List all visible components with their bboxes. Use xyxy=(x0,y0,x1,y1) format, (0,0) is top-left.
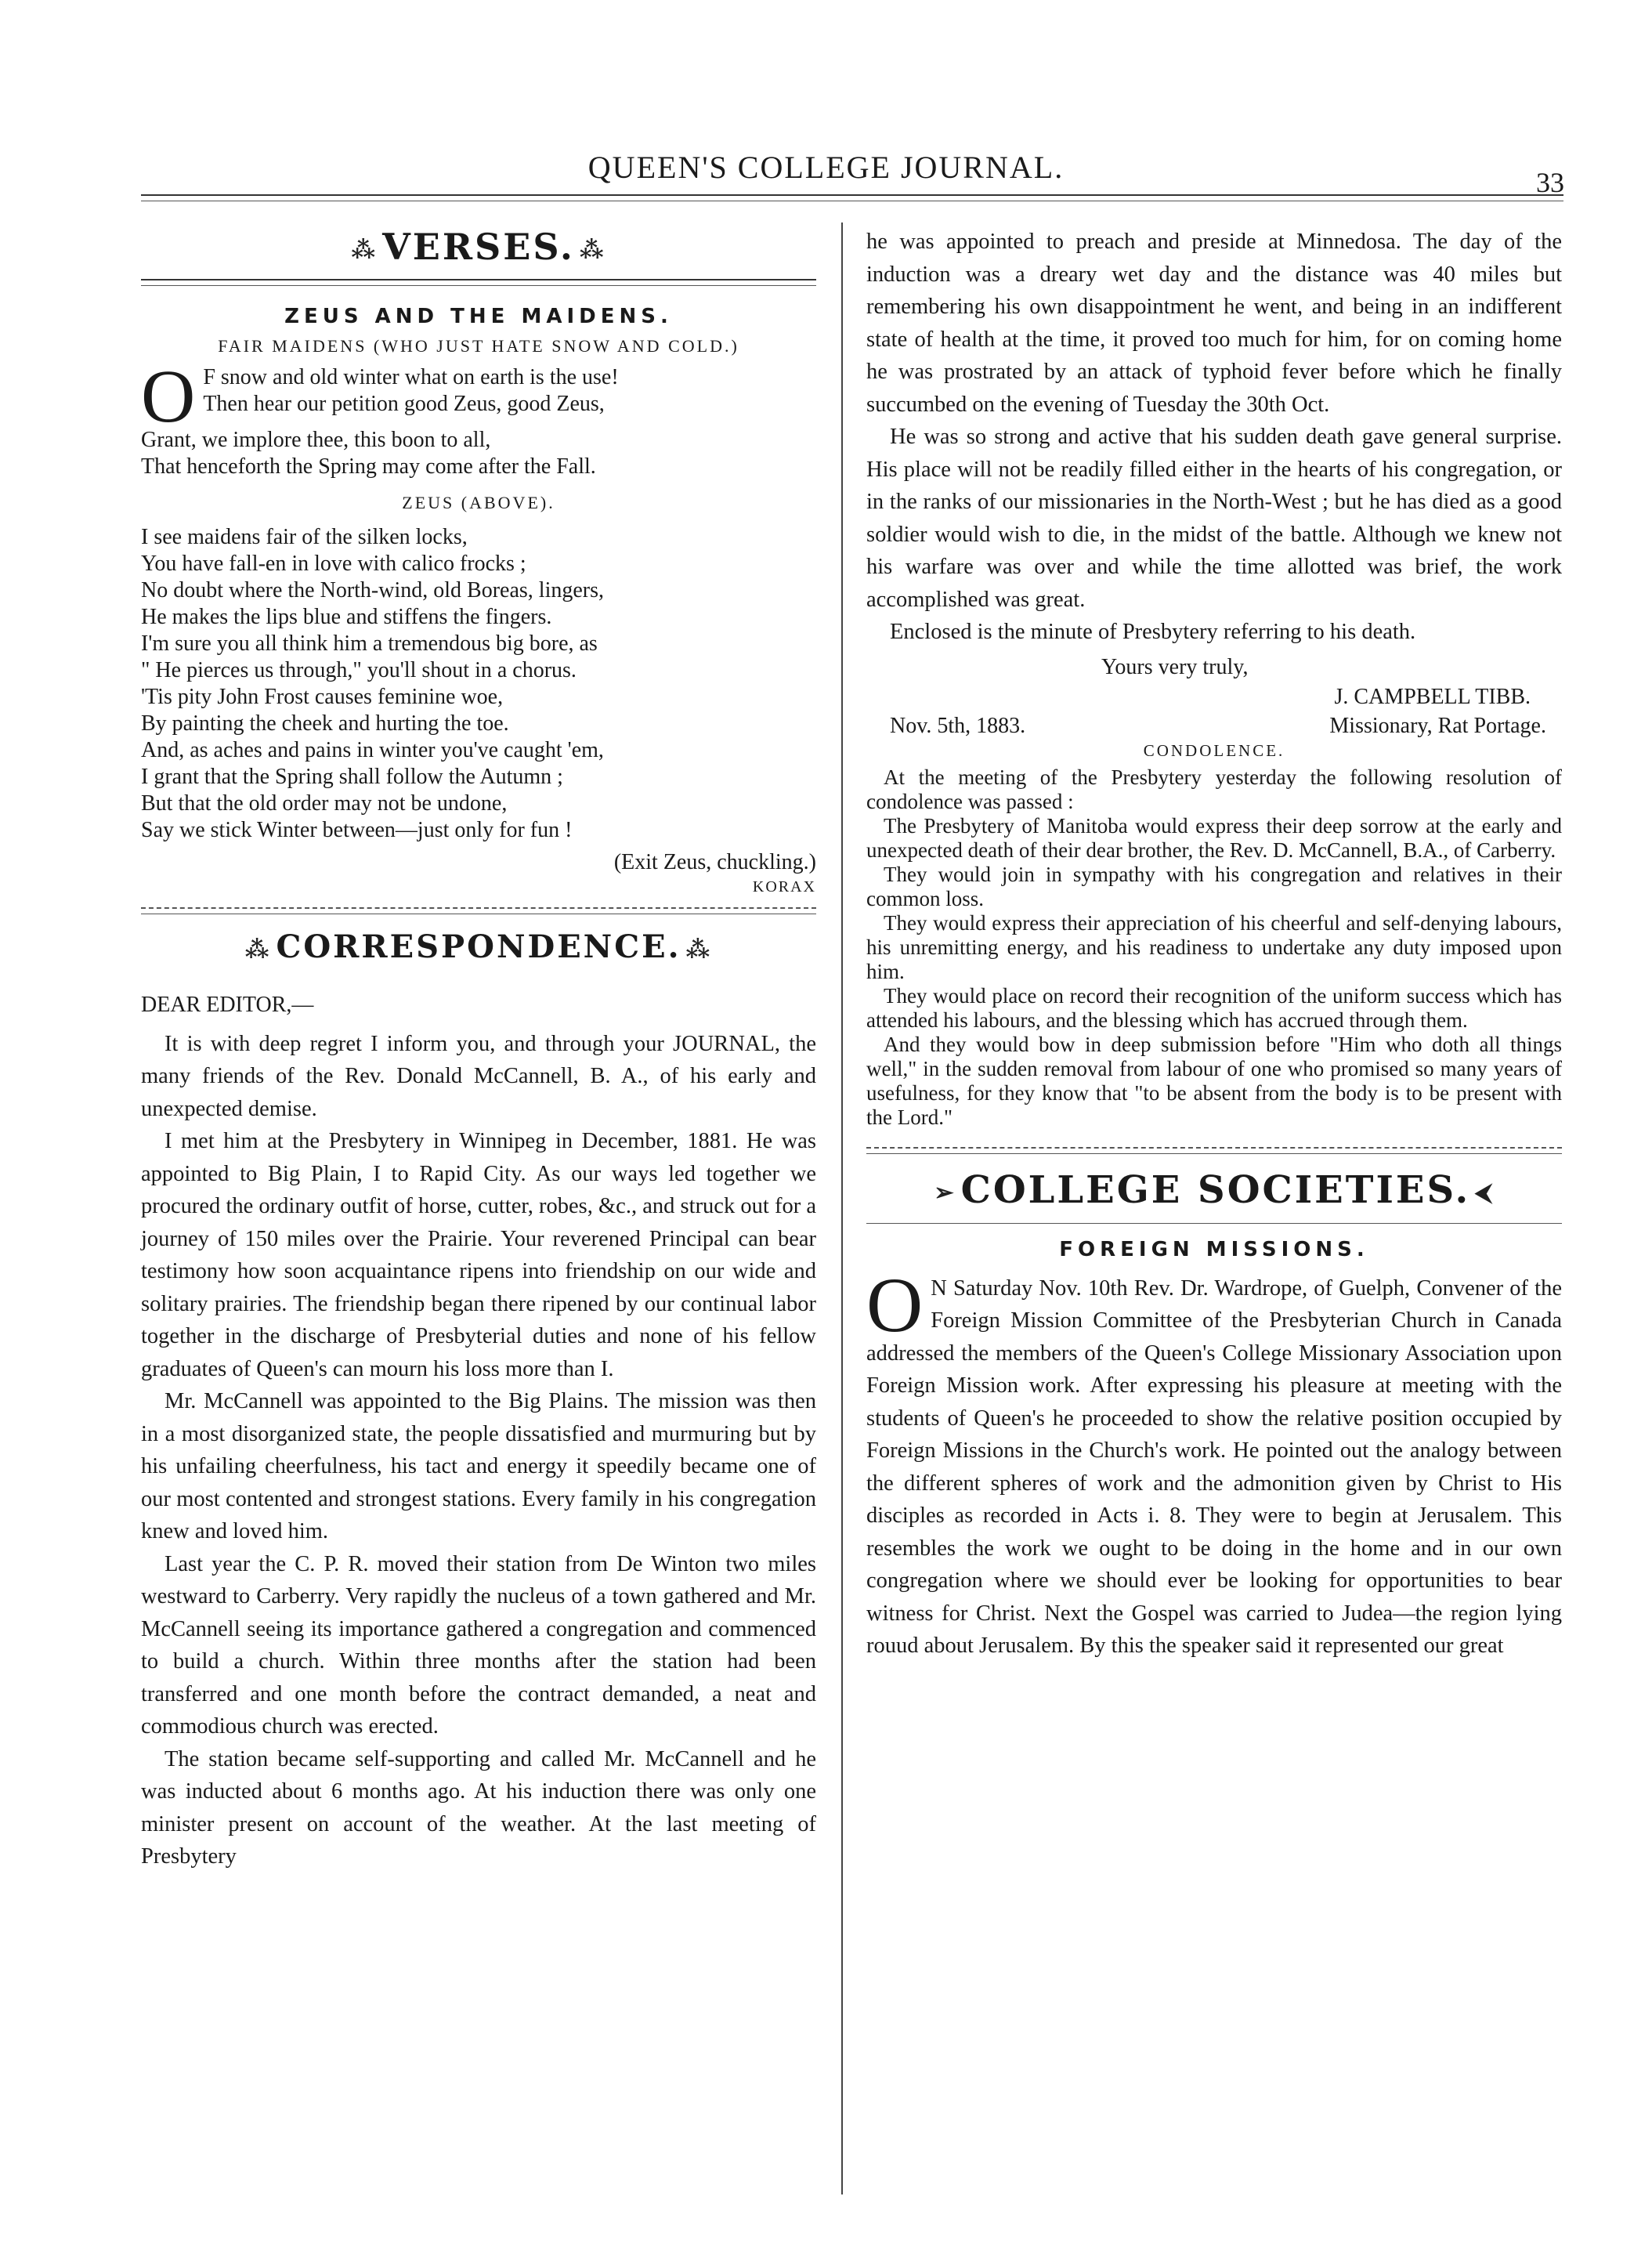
signature-name: J. CAMPBELL TIBB. xyxy=(1334,684,1531,709)
verses-section-heading xyxy=(141,226,816,268)
paragraph: Last year the C. P. R. moved their station from De Winton two miles westward to Carberry. Very rapidly the nucleus of a town gathered and Mr. McCannell seeing its importance gathered a congregation and commenced to build a church. Within three months after the station had been transferred and one month before the contract demanded, a neat and commodious church was erected. xyxy=(141,1551,816,1739)
condolence-minute xyxy=(866,765,1562,1130)
poem-title: ZEUS AND THE MAIDENS. xyxy=(284,305,673,328)
drop-cap: O xyxy=(866,1261,924,1348)
poem-line: Then hear our petition good Zeus, good Zeus, xyxy=(203,392,605,416)
paragraph: He was so strong and active that his sudden death gave general surprise. His place will not be readily filled either in the hearts of his congregation, or in the ranks of our missionaries in the North-West ; but he has died as a good soldier would wish to die, in the midst of the battle. Although we knew not his warfare was over and while the time allotted was brief, the work accomplished was great. xyxy=(866,425,1562,612)
paragraph: Enclosed is the minute of Presbytery referring to his death. xyxy=(890,620,1416,644)
poem-line: F snow and old winter what on earth is the use! xyxy=(203,365,619,389)
poem-line: I'm sure you all think him a tremendous big bore, as xyxy=(141,631,598,656)
correspondence-section-heading xyxy=(141,928,816,965)
letter-date: Nov. 5th, 1883. xyxy=(890,713,1026,738)
poem-line: I see maidens fair of the silken locks, xyxy=(141,525,468,549)
poem-line: " He pierces us through," you'll shout in a chorus. xyxy=(141,658,577,682)
societies-section-title: COLLEGE SOCIETIES. xyxy=(960,1167,1471,1212)
salutation: DEAR EDITOR,— xyxy=(141,993,314,1017)
ornament-icon: ⁂ xyxy=(685,935,713,964)
letter-body xyxy=(141,989,816,1873)
closing: Yours very truly, xyxy=(1101,654,1249,679)
section-rule xyxy=(866,1147,1562,1149)
poem-line: No doubt where the North-wind, old Boreas, lingers, xyxy=(141,578,604,602)
poem-line: He makes the lips blue and stiffens the fingers. xyxy=(141,605,552,629)
signature-row xyxy=(866,711,1562,741)
societies-section-heading xyxy=(866,1168,1562,1212)
poem-line: That henceforth the Spring may come after the Fall. xyxy=(141,454,596,479)
paragraph: They would express their appreciation of his cheerful and self-denying labours, his unremitting energy, and his readiness to undertake any duty imposed upon him. xyxy=(866,910,1562,983)
poem-line: But that the old order may not be undone, xyxy=(141,791,508,816)
poem-line: 'Tis pity John Frost causes feminine woe, xyxy=(141,685,504,709)
paragraph: Mr. McCannell was appointed to the Big Plains. The mission was then in a most disorganized state, the people dissatisfied and murmuring but by his unfailing cheerfulness, his tact and energy it speedily became one of our most contented and strongest stations. Every family in his congregation knew and loved him. xyxy=(141,1389,816,1543)
section-rule xyxy=(141,279,816,280)
article-text: N Saturday Nov. 10th Rev. Dr. Wardrope, of Guelph, Convener of the Foreign Mission Committee of the Presbyterian Church in Canada addressed the members of the Queen's College Missionary Association upon Foreign Mission work. After expressing his pleasure at meeting with the students of Queen's he proceeded to show the relative position occupied by Foreign Missions in the Church's work. He pointed out the analogy between the different spheres of work and the admonition given by Christ to His disciples as recorded in Acts i. 8. They were to begin at Jerusalem. This resembles the work we ought to be doing in the home and in our own congregation where we should ever be looking for opportunities to bear witness for Christ. Next the Gospel was carried to Judea—the region lying rouud about Jerusalem. By this the speaker said it represented our great xyxy=(866,1275,1562,1658)
paragraph: he was appointed to preach and preside at Minnedosa. The day of the induction was a dreary wet day and the distance was 40 miles but remembering his own disappointment he went, and being in an indifferent state of health at the time, it proved too much for him, for on coming home he was prostrated by an attack of typhoid fever before which he finally succumbed on the evening of Tuesday the 30th Oct. xyxy=(866,230,1562,417)
paragraph: The Presbytery of Manitoba would express their deep sorrow at the early and unexpected death of their dear brother, the Rev. D. McCannell, B.A., of Carberry. xyxy=(866,813,1562,862)
article-title: FOREIGN MISSIONS. xyxy=(1059,1237,1369,1261)
section-rule-thin xyxy=(141,285,816,286)
maidens-stanza xyxy=(141,354,816,480)
poem-line: I grant that the Spring shall follow the Autumn ; xyxy=(141,765,563,789)
section-rule xyxy=(141,907,816,909)
arrow-ornament-icon: ➢ xyxy=(934,1178,956,1207)
paragraph: At the meeting of the Presbytery yesterday the following resolution of condolence was passed : xyxy=(866,765,1562,813)
correspondence-section-title: CORRESPONDENCE. xyxy=(276,928,681,965)
paragraph: They would join in sympathy with his congregation and relatives in their common loss. xyxy=(866,862,1562,910)
verses-section-title: VERSES. xyxy=(382,226,575,268)
ornament-icon: ⁂ xyxy=(351,236,378,264)
drop-cap: O xyxy=(141,354,196,438)
signature-title: Missionary, Rat Portage. xyxy=(1329,713,1546,738)
header-rule xyxy=(141,194,1563,196)
running-title: QUEEN'S COLLEGE JOURNAL. xyxy=(587,150,1065,185)
maidens-heading: FAIR MAIDENS (WHO JUST HATE SNOW AND COLD.) xyxy=(218,336,739,356)
letter-continued xyxy=(866,226,1562,649)
arrow-ornament-icon: ⮜ xyxy=(1475,1178,1495,1207)
foreign-missions-body xyxy=(866,1261,1562,1663)
zeus-heading: ZEUS (ABOVE). xyxy=(402,493,555,512)
poem-author: KORAX xyxy=(752,878,816,896)
zeus-stanza xyxy=(141,524,816,844)
section-rule-thin xyxy=(866,1223,1562,1224)
paragraph: The station became self-supporting and called Mr. McCannell and he was inducted about 6 months ago. At his induction there was only one minister present on account of the weather. At the last meeting of Presbytery xyxy=(141,1746,816,1869)
page-number: 33 xyxy=(1536,167,1564,198)
poem-line: By painting the cheek and hurting the toe. xyxy=(141,711,509,736)
condolence-heading: CONDOLENCE. xyxy=(1143,740,1285,760)
column-divider xyxy=(841,223,843,2194)
section-rule-thin xyxy=(866,1153,1562,1154)
paragraph: And they would bow in deep submission before "Him who doth all things well," in the sudden removal from labour of one who promised so many years of usefulness, for they know that "to be absent from the body is to be present with the Lord." xyxy=(866,1032,1562,1129)
ornament-icon: ⁂ xyxy=(579,236,606,264)
poem-line: You have fall-en in love with calico frocks ; xyxy=(141,552,526,576)
left-column xyxy=(141,226,816,2194)
right-column xyxy=(866,226,1562,2194)
poem-line: Grant, we implore thee, this boon to all, xyxy=(141,428,491,452)
paragraph: I met him at the Presbytery in Winnipeg in December, 1881. He was appointed to Big Plain, I to Rapid City. As our ways led together we procured the ordinary outfit of horse, cutter, robes, &c., and struck out for a journey of 150 miles over the Prairie. Your reverened Principal can bear testimony how soon acquaintance ripens into friendship on our wide and solitary prairies. The friendship began there ripened by our continual labor together in the discharge of Presbyterial duties and none of his fellow graduates of Queen's can mourn his loss more than I. xyxy=(141,1129,816,1381)
ornament-icon: ⁂ xyxy=(244,935,272,964)
poem-line: And, as aches and pains in winter you've caught 'em, xyxy=(141,738,604,762)
poem-line: Say we stick Winter between—just only for fun ! xyxy=(141,818,573,842)
stage-direction: (Exit Zeus, chuckling.) xyxy=(613,850,816,874)
paragraph: They would place on record their recognition of the uniform success which has attended his labours, and the blessing which has accrued through them. xyxy=(866,983,1562,1032)
paragraph: It is with deep regret I inform you, and through your JOURNAL, the many friends of the Rev. Donald McCannell, B. A., of his early and unexpected demise. xyxy=(141,1031,816,1121)
